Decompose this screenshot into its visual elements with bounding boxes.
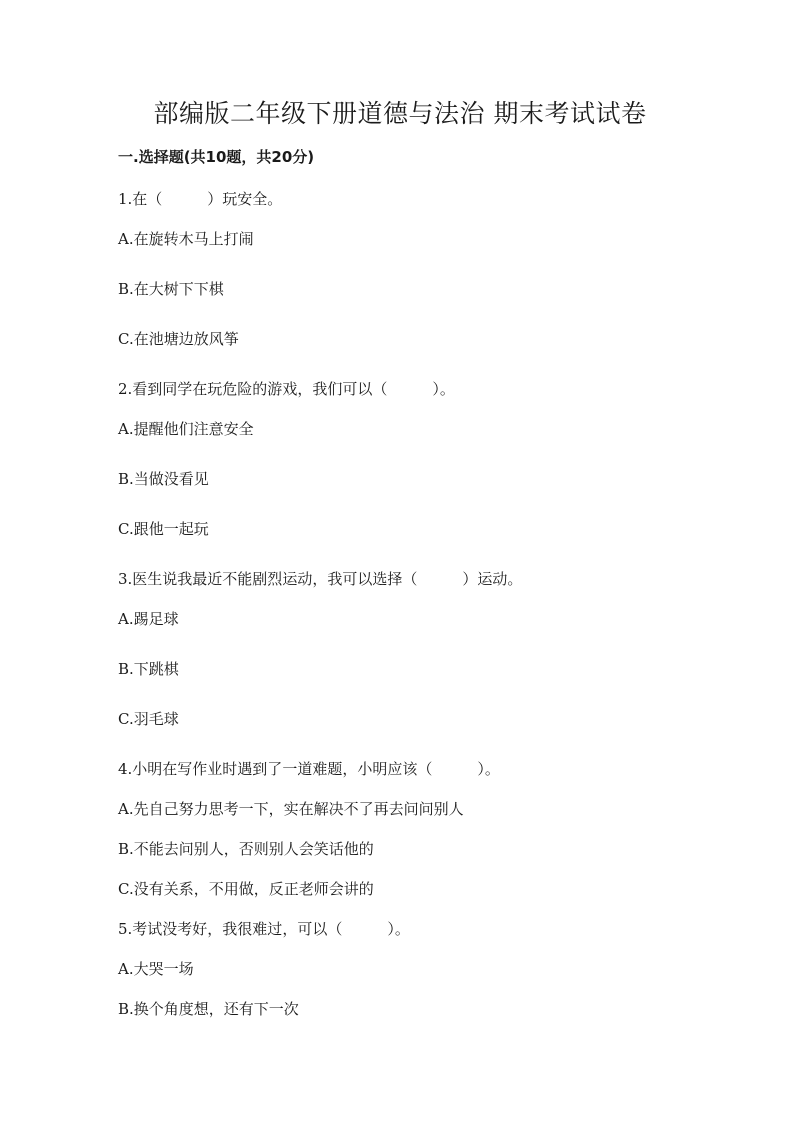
question-1-option-b: B.在大树下下棋	[118, 280, 224, 298]
question-4-option-a: A.先自己努力思考一下，实在解决不了再去问问别人	[118, 800, 464, 818]
question-2-option-c: C.跟他一起玩	[118, 520, 209, 538]
question-5-option-a: A.大哭一场	[118, 960, 194, 978]
question-3-option-b: B.下跳棋	[118, 660, 179, 678]
question-5-option-b: B.换个角度想，还有下一次	[118, 1000, 299, 1018]
question-3-option-c: C.羽毛球	[118, 710, 179, 728]
page-title: 部编版二年级下册道德与法治 期末考试试卷	[153, 99, 647, 128]
question-1-option-c: C.在池塘边放风筝	[118, 330, 239, 348]
question-3-stem: 3.医生说我最近不能剧烈运动，我可以选择（ ）运动。	[118, 570, 523, 588]
section-heading: 一.选择题(共10题，共20分)	[118, 148, 315, 166]
question-1-option-a: A.在旋转木马上打闹	[118, 230, 254, 248]
question-5-stem: 5.考试没考好，我很难过，可以（ ）。	[118, 920, 410, 938]
question-2-option-a: A.提醒他们注意安全	[118, 420, 254, 438]
question-4-stem: 4.小明在写作业时遇到了一道难题，小明应该（ ）。	[118, 760, 500, 778]
question-3-option-a: A.踢足球	[118, 610, 179, 628]
question-4-option-b: B.不能去问别人，否则别人会笑话他的	[118, 840, 374, 858]
question-2-stem: 2.看到同学在玩危险的游戏，我们可以（ ）。	[118, 380, 455, 398]
question-2-option-b: B.当做没看见	[118, 470, 209, 488]
question-1-stem: 1.在（ ）玩安全。	[118, 190, 283, 208]
question-4-option-c: C.没有关系，不用做，反正老师会讲的	[118, 880, 374, 898]
